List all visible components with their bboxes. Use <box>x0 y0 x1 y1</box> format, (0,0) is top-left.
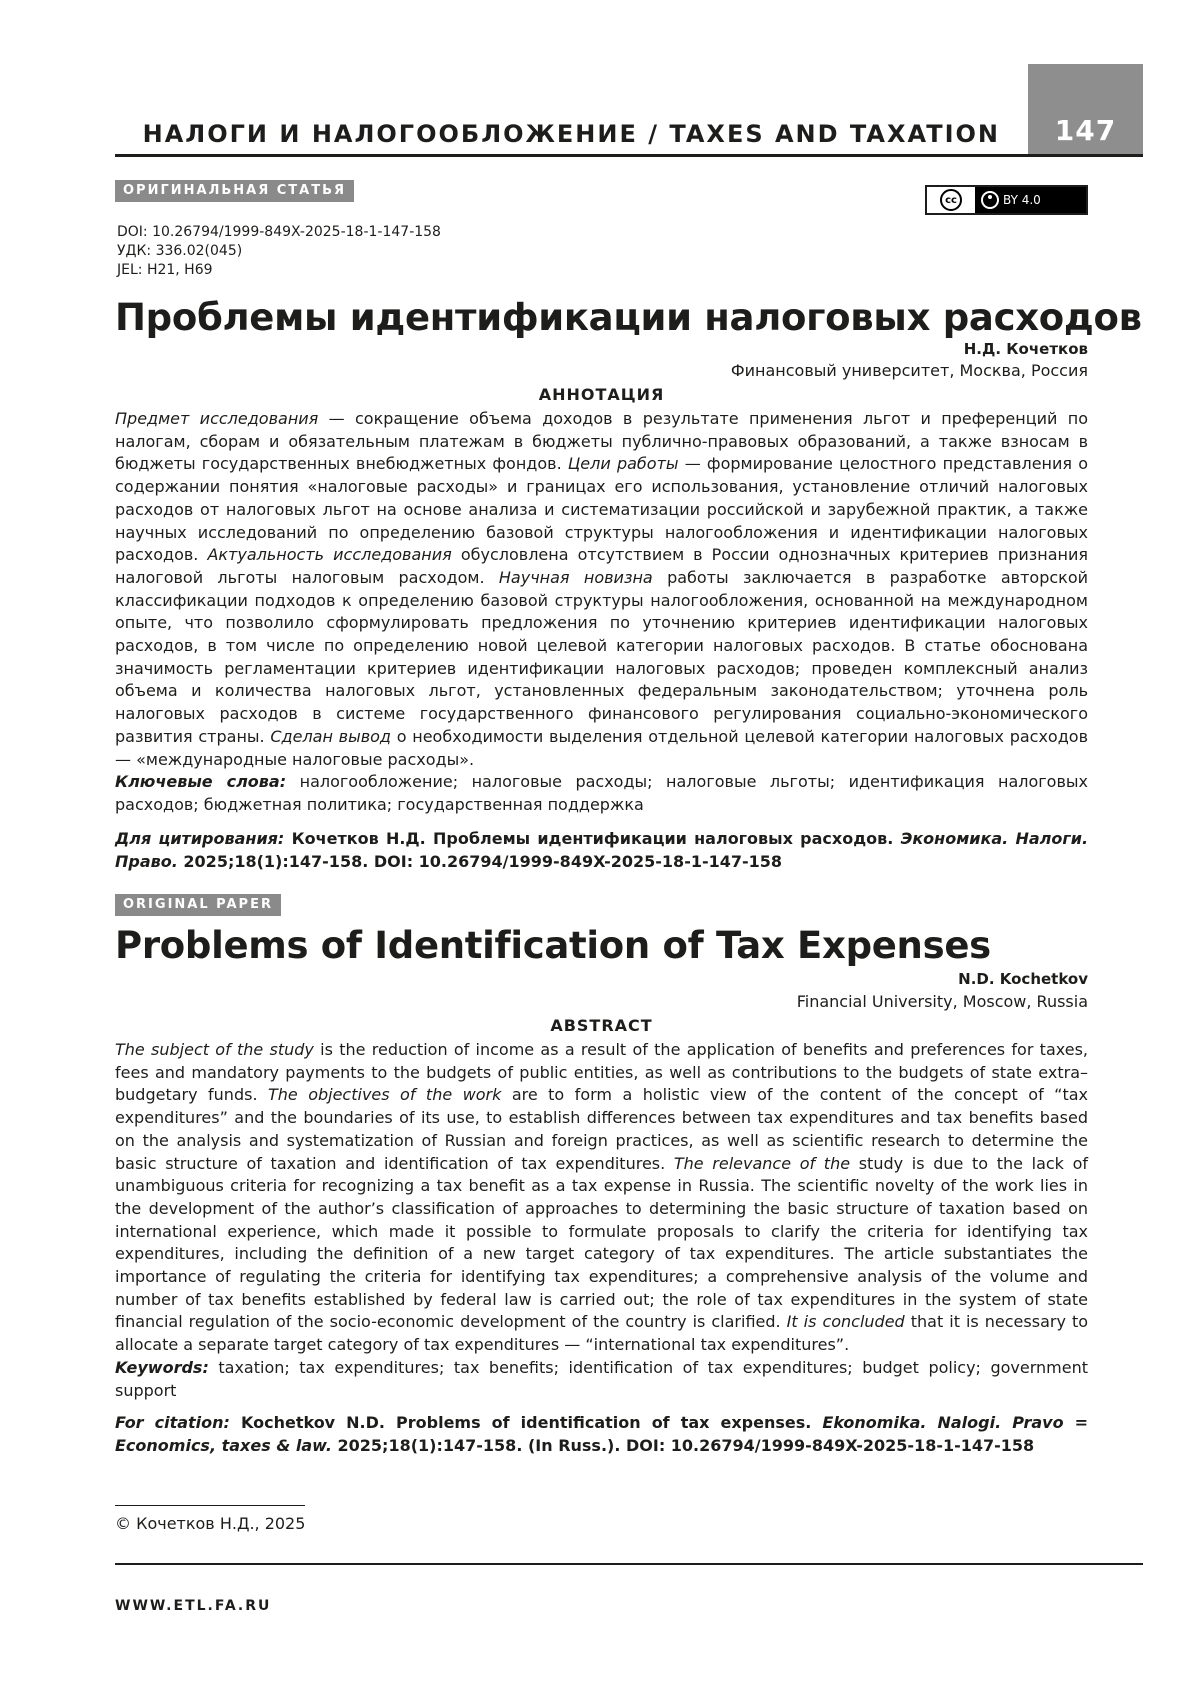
cc-logo <box>927 187 975 213</box>
abstract-text-ru: Предмет исследования — сокращение объема доходов в результате применения льгот и преференций по налогам, сборам и обязательным платежам в бюджеты публично-правовых образований, а также взносам в бюджеты государственных внебюджетных фондов. Цели работы — формирование целостного представления о содержании понятия «налоговые расходы» и границах его использования, установление отличий налоговых расходов от налоговых льгот на основе анализа и систематизации российской и зарубежной практик, а также научных исследований по определению базовой структуры налогообложения и идентификации налоговых расходов. Актуальность исследования обусловлена отсутствием в России однозначных критериев признания налоговой льготы налоговым расходом. Научная новизна работы заключается в разработке авторской классификации подходов к определению базовой структуры налогообложения, основанной на международном опыте, что позволило сформулировать предложения по уточнению критериев идентификации налоговых расходов, в том числе по определению новой целевой категории налоговых расходов. В статье обоснована значимость регламентации критериев идентификации налоговых расходов; проведен комплексный анализ объема и количества налоговых льгот, установленных федеральным законодательством; уточнена роль налоговых расходов в системе государственного финансового регулирования социально-экономического развития страны. Сделан вывод о необходимости выделения отдельной целевой категории налоговых расходов — «международные налоговые расходы». <box>115 409 1089 769</box>
affiliation-ru: Финансовый университет, Москва, Россия <box>730 361 1088 380</box>
abstract-italic-term: It is concluded <box>786 1312 905 1332</box>
abstract-text-en: The subject of the study is the reduction of income as a result of the application of benefits and preferences for taxes, fees and mandatory payments to the budgets of public entities, as well as contributions to the budgets of state extra–budgetary funds. The objectives of the work are to form a holistic view of the content of the concept of “tax expenditures” and the boundaries of its use, to establish differences between tax expenditures and tax benefits based on the analysis and systematization of Russian and foreign practices, as well as scientific research to determine the basic structure of taxation and identification of tax expenditures. The relevance of the study is due to the lack of unambiguous criteria for recognizing a tax benefit as a tax expense in Russia. The scientific novelty of the work lies in the development of the author’s classification of approaches to determining the basic structure of taxation based on international experience, which made it possible to formulate proposals to clarify the criteria for identifying tax expenditures, including the definition of a new target category of tax expenditures. The article substantiates the importance of regulating the criteria for identifying tax expenditures; a comprehensive analysis of the volume and number of tax benefits established by federal law is carried out; the role of tax expenditures in the system of state financial regulation of the socio-economic development of the country is clarified. It is concluded that it is necessary to allocate a separate target category of tax expenditures — “international tax expenditures”. <box>115 1040 1089 1355</box>
page-number: 147 <box>1054 114 1117 147</box>
running-title: НАЛОГИ И НАЛОГООБЛОЖЕНИЕ / TAXES AND TAXATION <box>142 120 1000 148</box>
abstract-italic-term: Актуальность исследования <box>207 545 452 565</box>
keywords-en: taxation; tax expenditures; tax benefits; identification of tax expenditures; budget policy; government support <box>115 1357 1088 1400</box>
citation-journal-ru: Экономика. Налоги. Право. <box>115 829 1089 871</box>
abstract-italic-term: The subject of the study <box>115 1040 314 1059</box>
article-title-en: Problems of Identification of Tax Expenses <box>115 924 991 967</box>
abstract-heading-ru: АННОТАЦИЯ <box>538 385 665 404</box>
citation-text-en: Kochetkov N.D. Problems of identification of tax expenses. <box>229 1413 823 1432</box>
copyright: © Кочетков Н.Д., 2025 <box>115 1514 306 1533</box>
footnote-rule <box>115 1505 305 1506</box>
abstract-italic-term: Научная новизна <box>498 567 653 587</box>
abstract-italic-term: The relevance of the <box>673 1153 851 1173</box>
footer-rule <box>115 1563 1143 1565</box>
jel: JEL: H21, H69 <box>117 262 213 278</box>
abstract-heading-en: ABSTRACT <box>550 1016 653 1035</box>
udk: УДК: 336.02(045) <box>117 243 243 259</box>
keywords-label-en: Keywords: <box>115 1357 209 1377</box>
citation-text-ru: Кочетков Н.Д. Проблемы идентификации налоговых расходов. <box>284 829 901 848</box>
keywords-ru: налогообложение; налоговые расходы; налоговые льготы; идентификация налоговых расходов; бюджетная политика; государственная поддержка <box>115 772 1089 814</box>
citation-label-en: For citation: <box>115 1413 230 1432</box>
citation-en <box>115 1412 1088 1457</box>
author-ru: Н.Д. Кочетков <box>963 340 1088 358</box>
author-en: N.D. Kochetkov <box>958 970 1088 988</box>
citation-tail-en: 2025;18(1):147-158. (In Russ.). DOI: 10.26794/1999-849X-2025-18-1-147-158 <box>331 1435 1035 1455</box>
abstract-ru <box>115 408 1088 817</box>
article-type-tag-en: ORIGINAL PAPER <box>115 894 281 916</box>
license-badge[interactable] <box>925 185 1088 215</box>
attribution-icon <box>981 191 999 209</box>
doi[interactable]: DOI: 10.26794/1999-849X-2025-18-1-147-158 <box>117 224 441 240</box>
cc-by-icon: cc <box>940 189 962 211</box>
header-rule <box>115 154 1143 157</box>
abstract-en <box>115 1039 1088 1402</box>
article-title-ru: Проблемы идентификации налоговых расходов <box>115 296 1142 339</box>
website-link[interactable]: WWW.ETL.FA.RU <box>115 1598 272 1614</box>
abstract-italic-term: The objectives of the work <box>267 1085 502 1105</box>
keywords-label-ru: Ключевые слова: <box>115 772 287 792</box>
citation-label-ru: Для цитирования: <box>115 829 285 848</box>
abstract-italic-term: Предмет исследования <box>115 409 319 428</box>
affiliation-en: Financial University, Moscow, Russia <box>796 992 1088 1011</box>
citation-ru <box>115 828 1088 873</box>
citation-journal-en: Ekonomika. Nalogi. Pravo = Economics, taxes & law. <box>115 1413 1089 1455</box>
abstract-italic-term: Сделан вывод <box>270 726 391 746</box>
citation-tail-ru: 2025;18(1):147-158. DOI: 10.26794/1999-849X-2025-18-1-147-158 <box>177 851 783 871</box>
article-type-tag-ru: ОРИГИНАЛЬНАЯ СТАТЬЯ <box>115 180 354 202</box>
abstract-italic-term: Цели работы <box>567 454 679 474</box>
license-label: BY 4.0 <box>1003 193 1041 207</box>
